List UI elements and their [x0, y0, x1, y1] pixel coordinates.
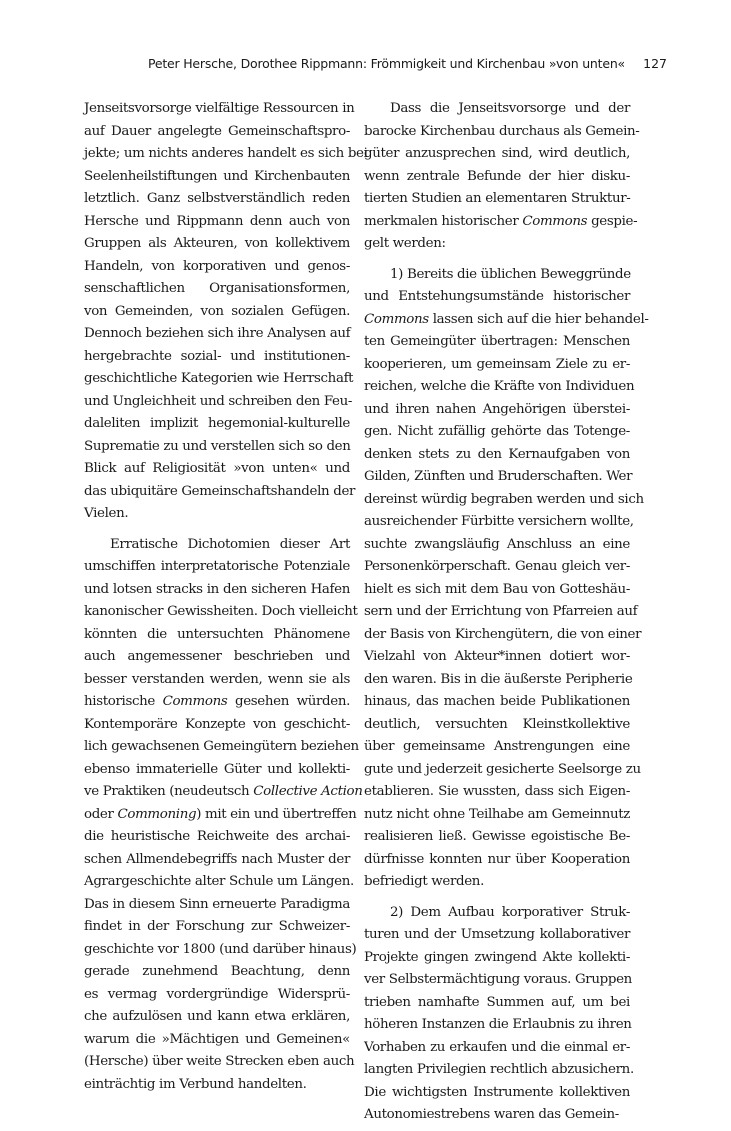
text-line: warum die »Mächtigen und Gemeinen« [84, 1031, 350, 1047]
text-line: hielt es sich mit dem Bau von Gotteshäu- [364, 581, 630, 597]
text-line: Autonomiestrebens waren das Gemein- [364, 1107, 619, 1122]
text-line: Das in diesem Sinn erneuerte Paradigma [84, 896, 350, 912]
text-line: merkmalen historischer Commons gespie- [364, 213, 638, 229]
text-line: die heuristische Reichweite des archai- [84, 829, 350, 844]
text-line: kanonischer Gewissheiten. Doch vielleicht [84, 604, 358, 619]
text-line: dereinst würdig begraben werden und sich [364, 491, 644, 507]
paragraph [364, 264, 649, 894]
text-line: geschichte vor 1800 (und darüber hinaus) [84, 941, 357, 957]
text-line: findet in der Forschung zur Schweizer- [84, 919, 350, 934]
text-line: Projekte gingen zwingend Akte kollekti- [364, 949, 630, 965]
text-line: gen. Nicht zufällig gehörte das Totenge- [364, 424, 630, 439]
text-line: Blick auf Religiosität »von unten« und [84, 461, 350, 476]
text-line: auch angemessener beschrieben und [84, 649, 350, 664]
page-number: 127 [643, 56, 667, 71]
text-line: 1) Bereits die üblichen Beweggründe [390, 266, 631, 282]
text-line: che aufzulösen und kann etwa erklären, [84, 1009, 350, 1024]
running-title: Peter Hersche, Dorothee Rippmann: Frömmigkeit und Kirchenbau »von unten« [147, 56, 625, 71]
text-line: den waren. Bis in die äußerste Peripherie [364, 671, 633, 687]
text-line: Agrargeschichte alter Schule um Längen. [84, 874, 354, 889]
text-line: historische Commons gesehen würden. [84, 694, 350, 709]
text-line: Die wichtigsten Instrumente kollektiven [364, 1084, 630, 1100]
text-line: und ihren nahen Angehörigen überstei- [364, 401, 630, 417]
text-line: Seelenheilstiftungen und Kirchenbauten [84, 168, 350, 184]
text-line: besser verstanden werden, wenn sie als [84, 671, 350, 687]
text-line: gelt werden: [364, 236, 446, 251]
text-line: Suprematie zu und verstellen sich so den [84, 438, 351, 454]
text-line: sern und der Errichtung von Pfarreien auf [364, 604, 638, 619]
text-line: 2) Dem Aufbau korporativer Struk- [390, 904, 630, 920]
text-line: auf Dauer angelegte Gemeinschaftspro- [84, 123, 350, 139]
text-line: hergebrachte sozial- und institutionen- [84, 348, 350, 364]
text-line: Jenseitsvorsorge vielfältige Ressourcen in [84, 101, 355, 116]
text-line: ver Selbstermächtigung voraus. Gruppen [364, 972, 632, 987]
text-line: lich gewachsenen Gemeingütern beziehen [84, 739, 359, 754]
text-line: denken stets zu den Kernaufgaben von [364, 446, 630, 462]
text-line: barocke Kirchenbau durchaus als Gemein- [364, 123, 640, 139]
text-line: letztlich. Ganz selbstverständlich reden [84, 191, 350, 206]
text-line: könnten die untersuchten Phänomene [84, 626, 350, 642]
paragraph [84, 98, 368, 526]
text-line: deutlich, versuchten Kleinstkollektive [364, 716, 630, 732]
text-line: ebenso immaterielle Güter und kollekti- [84, 761, 350, 777]
text-line: Vorhaben zu erkaufen und die einmal er- [364, 1039, 630, 1055]
text-line: langten Privilegien rechtlich abzusichern. [364, 1062, 634, 1077]
text-line: ve Praktiken (neudeutsch Collective Action [84, 784, 363, 799]
text-line: gerade zunehmend Beachtung, denn [84, 964, 350, 979]
text-line: oder Commoning) mit ein und übertreffen [84, 806, 357, 822]
text-line: senschaftlichen Organisationsformen, [84, 281, 350, 296]
text-line: Commons lassen sich auf die hier behandel- [364, 311, 649, 327]
text-line: befriedigt werden. [364, 874, 484, 889]
text-line: turen und der Umsetzung kollaborativer [364, 927, 630, 942]
paragraph [364, 98, 640, 256]
text-line: trieben namhafte Summen auf, um bei [364, 994, 630, 1010]
text-line: hinaus, das machen beide Publikationen [364, 694, 630, 709]
text-line: höheren Instanzen die Erlaubnis zu ihren [364, 1017, 632, 1032]
text-line: kooperieren, um gemeinsam Ziele zu er- [364, 356, 630, 372]
text-line: realisieren ließ. Gewisse egoistische Be- [364, 829, 630, 844]
text-line: gute und jederzeit gesicherte Seelsorge zu [364, 761, 641, 777]
text-line: von Gemeinden, von sozialen Gefügen. [84, 303, 350, 319]
text-line: über gemeinsame Anstrengungen eine [364, 739, 630, 754]
text-line: (Hersche) über weite Strecken eben auch [84, 1054, 355, 1069]
text-line: tierten Studien an elementaren Struktur- [364, 191, 631, 206]
text-line: daleliten implizit hegemonial-kulturelle [84, 416, 350, 431]
text-line: Personenkörperschaft. Genau gleich ver- [364, 559, 630, 574]
text-line: ausreichender Fürbitte versichern wollte, [364, 514, 634, 529]
running-header [84, 56, 667, 78]
text-line: es vermag vordergründige Widersprü- [84, 986, 350, 1002]
text-line: ten Gemeingüter übertragen: Menschen [364, 334, 630, 349]
paragraph [364, 902, 634, 1127]
text-line: Gruppen als Akteuren, von kollektivem [84, 236, 350, 251]
text-line: Vielen. [84, 506, 129, 521]
text-line: suchte zwangsläufig Anschluss an eine [364, 536, 630, 552]
text-line: reichen, welche die Kräfte von Individuen [364, 379, 635, 394]
text-line: und Entstehungsumstände historischer [364, 289, 630, 304]
text-line: einträchtig im Verbund handelten. [84, 1076, 307, 1092]
text-line: Hersche und Rippmann denn auch von [84, 213, 350, 229]
text-line: güter anzusprechen sind, wird deutlich, [364, 146, 630, 161]
text-line: Dass die Jenseitsvorsorge und der [390, 101, 630, 116]
text-line: Handeln, von korporativen und genos- [84, 258, 350, 274]
text-line: Kontemporäre Konzepte von geschicht- [84, 716, 350, 732]
text-line: nutz nicht ohne Teilhabe am Gemeinnutz [364, 806, 630, 822]
left-column [84, 98, 368, 1096]
text-line: schen Allmendebegriffs nach Muster der [84, 851, 350, 867]
text-line: das ubiquitäre Gemeinschaftshandeln der [84, 483, 356, 499]
text-line: umschiffen interpretatorische Potenziale [84, 559, 350, 574]
text-line: Vielzahl von Akteur*innen dotiert wor- [364, 649, 630, 664]
text-line: Erratische Dichotomien dieser Art [110, 536, 350, 552]
text-line: etablieren. Sie wussten, dass sich Eigen- [364, 784, 630, 799]
text-line: wenn zentrale Befunde der hier disku- [364, 168, 630, 184]
paragraph [84, 534, 363, 1097]
right-column [364, 98, 649, 1127]
text-line: und lotsen stracks in den sicheren Hafen [84, 581, 350, 597]
text-line: Dennoch beziehen sich ihre Analysen auf [84, 326, 351, 341]
text-line: dürfnisse konnten nur über Kooperation [364, 851, 630, 867]
text-line: geschichtliche Kategorien wie Herrschaft [84, 371, 354, 386]
text-line: und Ungleichheit und schreiben den Feu- [84, 393, 353, 409]
text-line: jekte; um nichts anderes handelt es sich bei [84, 146, 368, 161]
text-line: Gilden, Zünften und Bruderschaften. Wer [364, 469, 633, 484]
text-line: der Basis von Kirchengütern, die von einer [364, 626, 642, 642]
